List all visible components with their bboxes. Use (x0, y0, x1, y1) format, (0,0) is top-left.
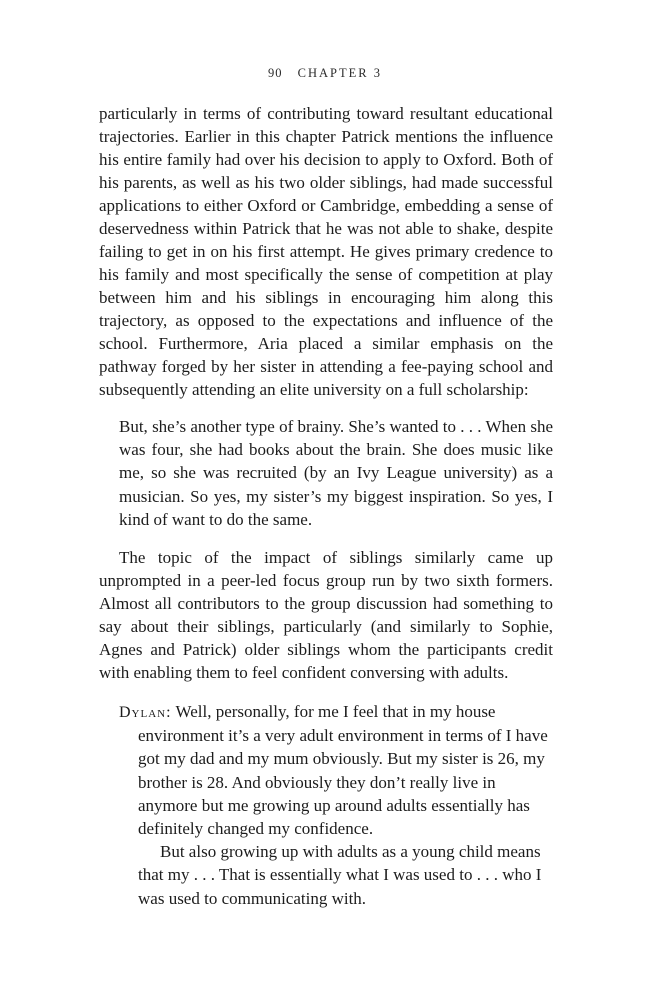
quote-text: But, she’s another type of brainy. She’s wanted to . . . When she was four, she had books about the brain. She does music like me, so she was recruited (by an Ivy League university) as a musician. So yes, my sister’s my biggest inspiration. So yes, I kind of want to do the same. (119, 417, 553, 529)
body-paragraph-1 (99, 102, 553, 401)
paragraph-text: particularly in terms of contributing toward resultant educational trajectories. Earlier in this chapter Patrick mentions the influence his entire family had over his decision to apply to Oxford. Both of his parents, as well as his two older siblings, had made successful applications to either Oxford or Cambridge, embedding a sense of deservedness within Patrick that he was not able to shake, despite failing to get in on his first attempt. He gives primary credence to his family and most specifically the sense of competition at play between him and his siblings in encouraging him along this trajectory, as opposed to the expectations and influence of the school. Furthermore, Aria placed a similar emphasis on the pathway forged by her sister in attending a fee-paying school and subsequently attending an elite university on a full scholarship: (99, 104, 553, 399)
dialogue-turn (119, 700, 553, 840)
page-number: 90 (268, 66, 283, 80)
block-quote (119, 415, 553, 531)
dialogue-continuation: But also growing up with adults as a young child means that my . . . That is essentially what I was used to . . . who I was used to communicating with. (138, 842, 542, 908)
paragraph-text: The topic of the impact of siblings similarly came up unprompted in a peer-led focus group run by two sixth formers. Almost all contributors to the group discussion had something to say about their siblings, particularly (and similarly to Sophie, Agnes and Patrick) older siblings whom the participants credit with enabling them to feel confident conversing with adults. (99, 548, 553, 682)
body-paragraph-2 (99, 546, 553, 684)
dialogue-excerpt (119, 700, 553, 910)
chapter-label: CHAPTER 3 (297, 66, 382, 80)
running-head (0, 66, 650, 81)
dialogue-text: Well, personally, for me I feel that in my house environment it’s a very adult environment in terms of I have got my dad and my mum obviously. But my sister is 26, my brother is 28. And obviously they don’t really live in anymore but me growing up around adults essentially has definitely changed my confidence. (138, 702, 548, 839)
speaker-name: Dylan: (119, 704, 172, 721)
